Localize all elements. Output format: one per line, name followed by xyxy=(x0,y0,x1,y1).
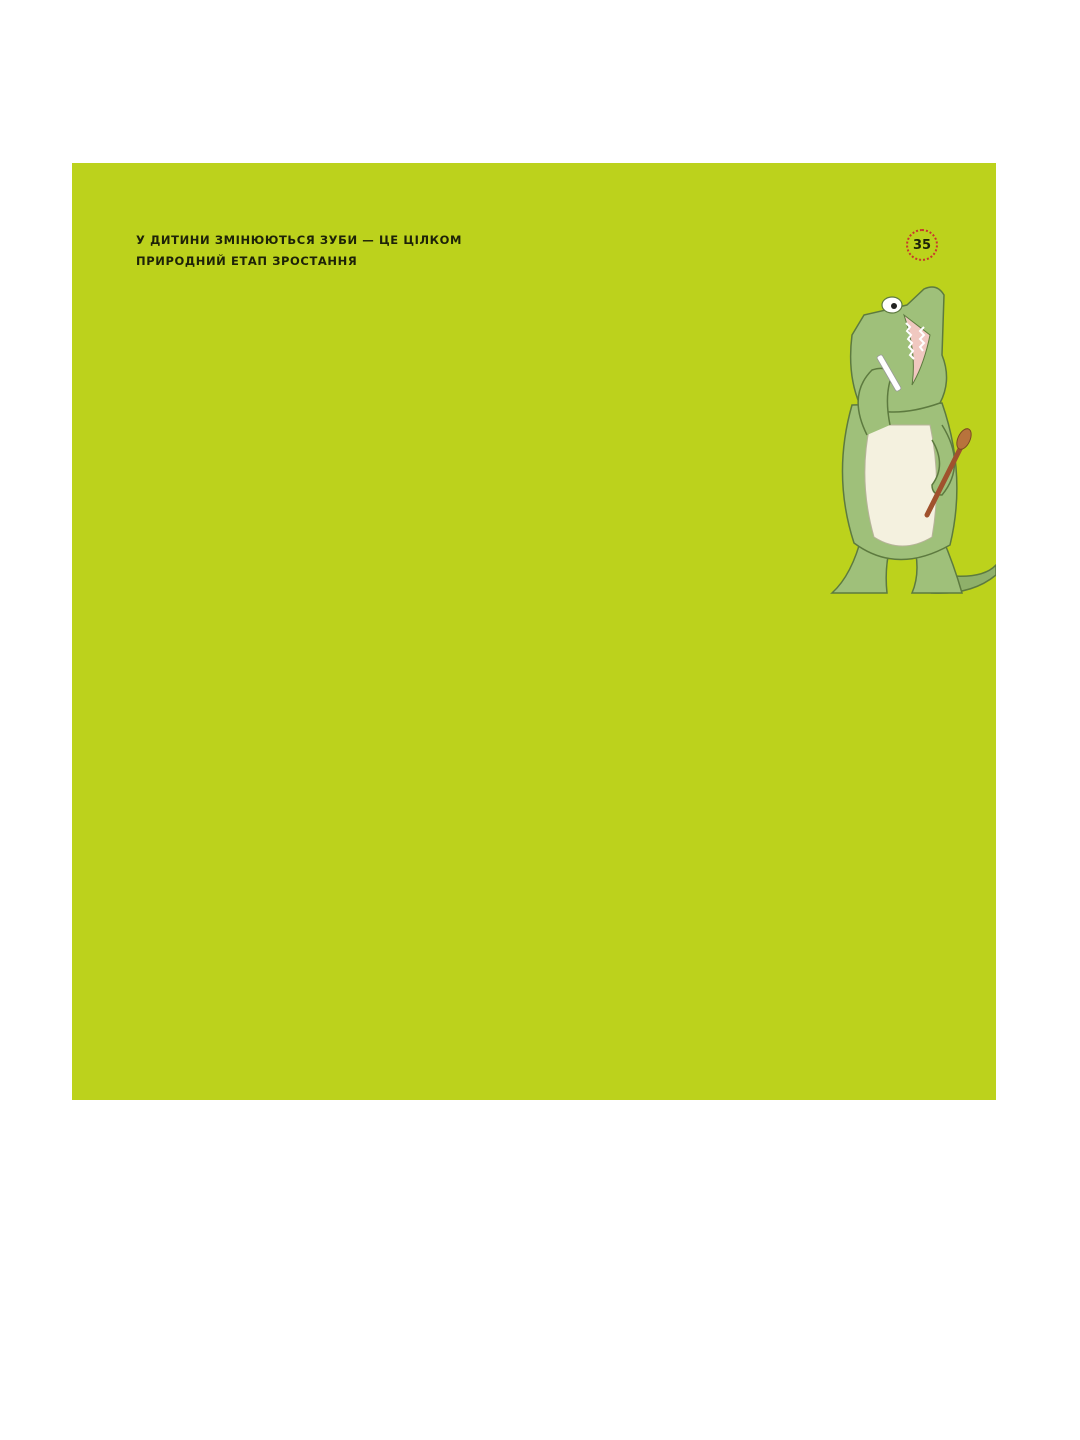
crocodile-illustration xyxy=(792,275,996,595)
page-number-badge xyxy=(906,229,938,261)
page-heading xyxy=(136,230,566,272)
text-column-left xyxy=(136,273,510,1073)
heading-line-1: У ДИТИНИ ЗМІНЮЮТЬСЯ ЗУБИ — ЦЕ ЦІЛКОМ xyxy=(136,233,463,247)
heading-line-2: ПРИРОДНИЙ ЕТАП ЗРОСТАННЯ xyxy=(136,254,358,268)
book-page xyxy=(72,163,996,1100)
page-number: 35 xyxy=(912,237,932,253)
